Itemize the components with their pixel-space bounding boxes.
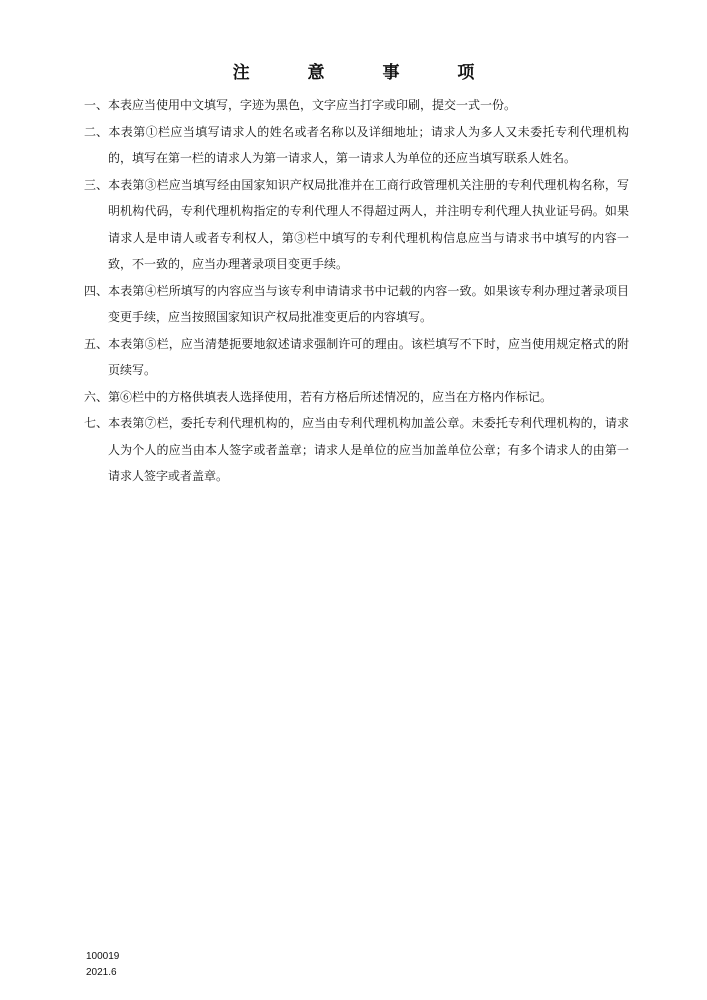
page-title: 注 意 事 项 <box>232 63 501 83</box>
note-text: 本表第④栏所填写的内容应当与该专利申请请求书中记载的内容一致。如果该专利办理过著录项目变更手续，应当按照国家知识产权局批准变更后的内容填写。 <box>108 283 629 324</box>
note-text: 本表应当使用中文填写，字迹为黑色，文字应当打字或印刷，提交一式一份。 <box>108 98 517 112</box>
note-item-1 <box>84 92 629 119</box>
note-item-6 <box>84 384 629 411</box>
note-number: 二、 <box>84 124 109 139</box>
note-text: 本表第⑦栏，委托专利代理机构的，应当由专利代理机构加盖公章。未委托专利代理机构的，请求人为个人的应当由本人签字或者盖章；请求人是单位的应当加盖单位公章；有多个请求人的由第一请求人签字或者盖章。 <box>108 416 629 483</box>
note-number: 六、 <box>84 389 109 404</box>
note-text: 本表第①栏应当填写请求人的姓名或者名称以及详细地址；请求人为多人又未委托专利代理机构的，填写在第一栏的请求人为第一请求人，第一请求人为单位的还应当填写联系人姓名。 <box>108 124 629 165</box>
note-number: 五、 <box>84 336 109 351</box>
note-item-5 <box>84 331 629 384</box>
note-number: 四、 <box>84 283 109 298</box>
note-text: 本表第⑤栏，应当清楚扼要地叙述请求强制许可的理由。该栏填写不下时，应当使用规定格式的附页续写。 <box>108 336 629 377</box>
notes-list <box>84 92 629 490</box>
note-item-2 <box>84 119 629 172</box>
note-number: 七、 <box>84 416 109 430</box>
note-number: 一、 <box>84 98 109 112</box>
note-number: 三、 <box>84 177 109 192</box>
note-text: 第⑥栏中的方格供填表人选择使用，若有方格后所述情况的，应当在方格内作标记。 <box>108 389 553 404</box>
note-item-3 <box>84 172 629 278</box>
form-footer <box>86 949 119 981</box>
note-item-4 <box>84 278 629 331</box>
form-version: 2021.6 <box>86 967 117 978</box>
note-item-7 <box>84 410 629 490</box>
form-code: 100019 <box>86 951 120 962</box>
note-text: 本表第③栏应当填写经由国家知识产权局批准并在工商行政管理机关注册的专利代理机构名称，写明机构代码，专利代理机构指定的专利代理人不得超过两人，并注明专利代理人执业证号码。如果请求人是申请人或者专利权人，第③栏中填写的专利代理机构信息应当与请求书中填写的内容一致，不一致的，应当办理著录项目变更手续。 <box>108 177 629 271</box>
